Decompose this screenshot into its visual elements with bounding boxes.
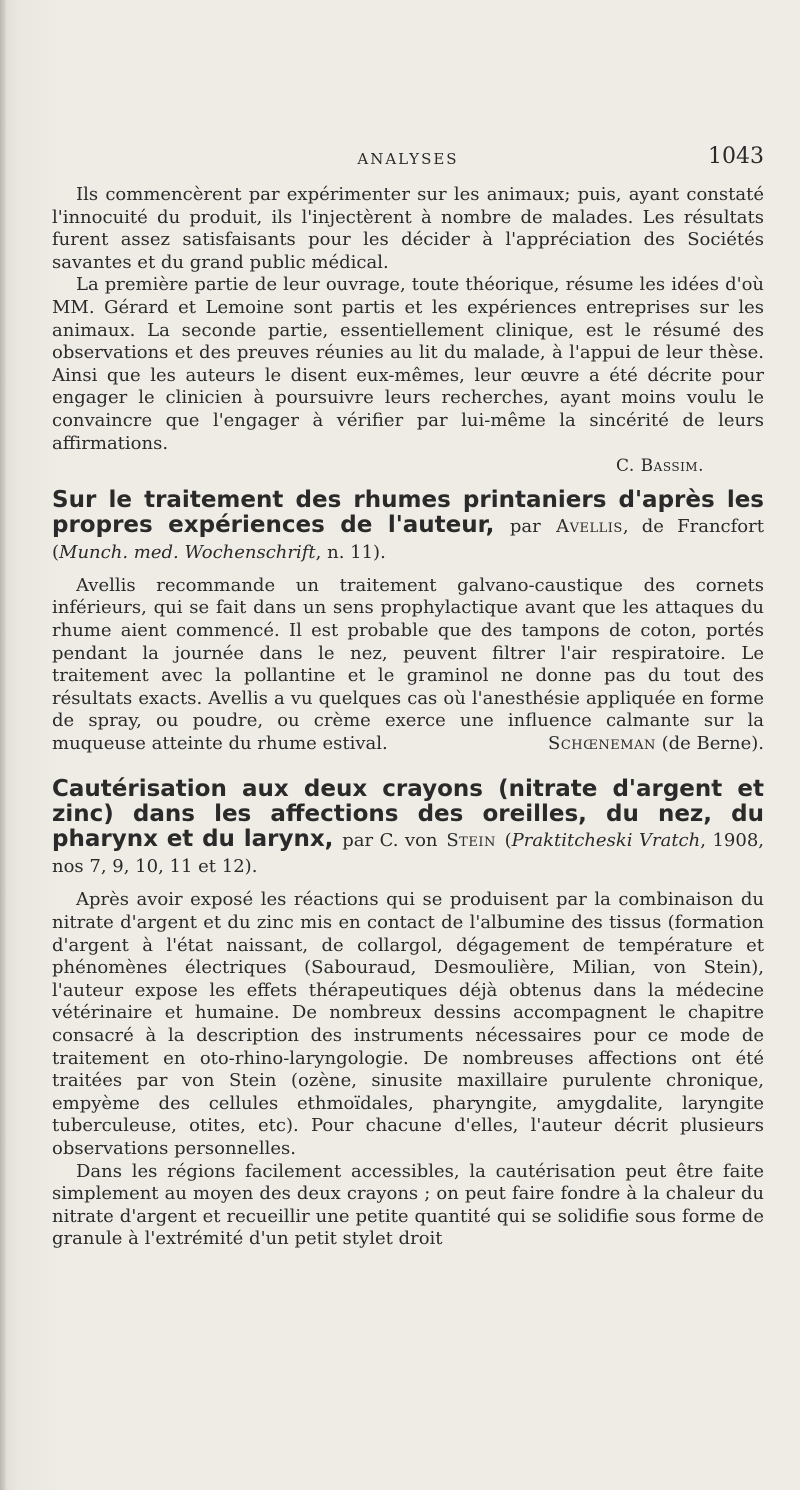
page-content	[52, 184, 764, 1251]
article3-paragraph-2: Dans les régions facilement accessibles, la cautérisation peut être faite simplement au moyen des deux crayons ; on peut faire fondre à la chaleur du nitrate d'argent et recueillir une petite quantité qui se solidifie sous forme de granule à l'extrémité d'un petit stylet droit	[52, 1160, 764, 1250]
article1-signature: C. Bassim.	[615, 456, 704, 477]
article2-reviewer-place: (de Berne).	[661, 732, 764, 754]
article3-by: par C. von	[342, 830, 438, 852]
article2-title: Sur le traitement des rhumes printaniers d'après les propres expériences de l'auteur,	[52, 486, 764, 538]
article1-paragraph-2: La première partie de leur ouvrage, toute théorique, résume les idées d'où MM. Gérard et Lemoine sont partis et les expériences entreprises sur les animaux. La seconde partie, essentiellement clinique, est le résumé des observations et des preuves réunies au lit du malade, à l'appui de leur thèse. Ainsi que les auteurs le disent eux-mêmes, leur œuvre a été décrite pour engager le clinicien à poursuivre leurs recherches, ayant moins voulu le convaincre que l'engager à vérifier par lui-même la sincérité de leurs affirmations.	[52, 274, 764, 454]
article2-paragraph-1	[52, 575, 764, 756]
article2-author: Avellis	[556, 515, 623, 537]
article2-source: Munch. med. Wochenschrift	[59, 541, 316, 563]
article2-place: , de Francfort	[622, 515, 764, 537]
article2-by: par	[509, 515, 541, 537]
article2-source-open: (	[52, 541, 60, 563]
page-edge-shadow	[0, 0, 6, 1490]
article3-source-open: (	[504, 830, 512, 852]
running-title: ANALYSES	[357, 150, 459, 168]
article3-source: Praktitcheski Vratch	[511, 830, 701, 852]
article2-heading	[52, 488, 764, 565]
article3-heading	[52, 777, 764, 879]
article2-body: Avellis recommande un traitement galvano-caustique des cornets inférieurs, qui se fait dans un sens prophylactique avant que les attaques du rhume aient commencé. Il est probable que des tampons de coton, portés pendant la journée dans le nez, peuvent filtrer l'air respiratoire. Le traitement avec la pollantine et le graminol ne donne pas du tout des résultats exacts. Avellis a vu quelques cas où l'anesthésie appliquée en forme de spray, ou poudre, ou crème exerce une influence calmante sur la muqueuse atteinte du rhume estival.	[52, 574, 764, 754]
page-header	[52, 142, 764, 178]
article3-title: Cautérisation aux deux crayons (nitrate d'argent et zinc) dans les affections des oreilles, du nez, du pharynx et du larynx,	[52, 776, 764, 853]
page-number: 1043	[708, 144, 764, 169]
article2-reviewer: Schœneman	[548, 732, 656, 754]
article2-issue: , n. 11).	[315, 541, 386, 563]
article3-issue: , 1908, nos 7, 9, 10, 11 et 12).	[52, 830, 764, 878]
article3-author: Stein	[446, 830, 496, 852]
article3-paragraph-1: Après avoir exposé les réactions qui se produisent par la combinaison du nitrate d'argent et du zinc mis en contact de l'albumine des tissus (formation d'argent à l'état naissant, de collargol, dégagement de température et phénomènes électriques (Sabouraud, Desmoulière, Milian, von Stein), l'auteur expose les effets thérapeutiques déjà obtenus dans la médecine vétérinaire et humaine. De nombreux dessins accompagnent le chapitre consacré à la description des instruments nécessaires pour ce mode de traitement en oto-rhino-laryngologie. De nombreuses affections ont été traitées par von Stein (ozène, sinusite maxillaire purulente chronique, empyème des cellules ethmoïdales, pharyngite, amygdalite, laryngite tuberculeuse, otites, etc). Pour chacune d'elles, l'auteur décrit plusieurs observations personnelles.	[52, 889, 764, 1159]
article1-paragraph-1: Ils commencèrent par expérimenter sur les animaux; puis, ayant constaté l'innocuité du produit, ils l'injectèrent à nombre de malades. Les résultats furent assez satisfaisants pour les décider à l'appréciation des Sociétés savantes et du grand public médical.	[52, 184, 764, 273]
